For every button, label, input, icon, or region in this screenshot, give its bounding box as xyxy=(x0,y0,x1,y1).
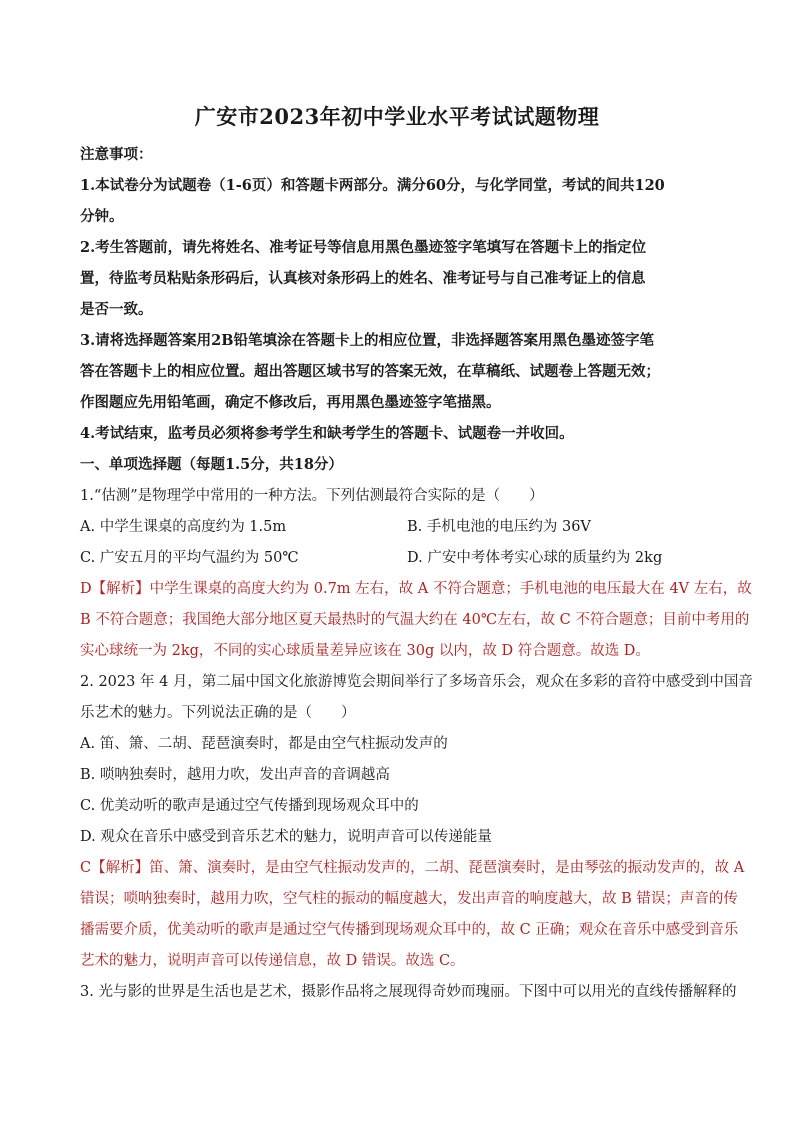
section-heading-single-choice: 一、单项选择题（每题1.5分，共18分） xyxy=(80,456,343,473)
notice-3-line-3: 作图题应先用铅笔画，确定不修改后，再用黑色墨迹签字笔描黑。 xyxy=(80,394,501,411)
notice-2-line-1: 2.考生答题前，请先将姓名、准考证号等信息用黑色墨迹签字笔填写在答题卡上的指定位 xyxy=(80,239,647,256)
notice-1-line-1: 1.本试卷分为试题卷（1-6页）和答题卡两部分。满分60分，与化学同堂，考试的间共120 xyxy=(80,177,665,194)
question-2-answer-line-1: C【解析】笛、箫、演奏时，是由空气柱振动发声的，二胡、琵琶演奏时，是由琴弦的振动发声的，故 A xyxy=(80,860,745,876)
question-1-option-d: D. 广安中考体考实心球的质量约为 2kg xyxy=(407,550,663,566)
question-1-answer-line-2: B 不符合题意；我国绝大部分地区夏天最热时的气温大约在 40℃左右，故 C 不符合题意；目前中考用的 xyxy=(80,612,750,628)
notice-2-line-3: 是否一致。 xyxy=(80,301,153,318)
notice-3-line-1: 3.请将选择题答案用2B铅笔填涂在答题卡上的相应位置，非选择题答案用黑色墨迹签字笔 xyxy=(80,332,654,349)
question-2-option-b: B. 唢呐独奏时，越用力吹，发出声音的音调越高 xyxy=(80,767,390,783)
question-2-option-a: A. 笛、箫、二胡、琵琶演奏时，都是由空气柱振动发声的 xyxy=(80,736,448,752)
notice-2-line-2: 置，待监考员粘贴条形码后，认真核对条形码上的姓名、准考证号与自己准考证上的信息 xyxy=(80,270,646,287)
page-title: 广安市2023年初中学业水平考试试题物理 xyxy=(194,104,600,129)
question-1-option-b: B. 手机电池的电压约为 36V xyxy=(407,519,591,535)
question-2-option-d: D. 观众在音乐中感受到音乐艺术的魅力，说明声音可以传递能量 xyxy=(80,829,492,845)
notice-heading: 注意事项： xyxy=(80,146,153,163)
question-2-answer-line-2: 错误；唢呐独奏时，越用力吹，空气柱的振动的幅度越大，发出声音的响度越大，故 B 错误；声音的传 xyxy=(80,891,738,907)
question-2-answer-line-3: 播需要介质，优美动听的歌声是通过空气传播到现场观众耳中的，故 C 正确；观众在音乐中感受到音乐 xyxy=(80,922,739,938)
question-3-stem-line-1: 3. 光与影的世界是生活也是艺术，摄影作品将之展现得奇妙而瑰丽。下图中可以用光的直线传播解释的 xyxy=(80,984,737,1000)
question-2-answer-line-4: 艺术的魅力，说明声音可以传递信息，故 D 错误。故选 C。 xyxy=(80,953,465,969)
notice-3-line-2: 答在答题卡上的相应位置。超出答题区域书写的答案无效，在草稿纸、试题卷上答题无效； xyxy=(80,363,660,380)
question-1-answer-line-3: 实心球统一为 2kg，不同的实心球质量差异应该在 30g 以内，故 D 符合题意。故选 D。 xyxy=(80,643,650,659)
notice-1-line-2: 分钟。 xyxy=(80,208,124,225)
question-1-option-a: A. 中学生课桌的高度约为 1.5m xyxy=(80,519,287,535)
question-1-answer-line-1: D【解析】中学生课桌的高度大约为 0.7m 左右，故 A 不符合题意；手机电池的电压最大在 4V 左右，故 xyxy=(80,581,752,597)
question-1-stem: 1.“估测”是物理学中常用的一种方法。下列估测最符合实际的是（ ） xyxy=(80,488,544,504)
question-1-option-c: C. 广安五月的平均气温约为 50℃ xyxy=(80,550,299,566)
notice-4-line-1: 4.考试结束，监考员必须将参考学生和缺考学生的答题卡、试题卷一并收回。 xyxy=(80,425,574,442)
question-2-option-c: C. 优美动听的歌声是通过空气传播到现场观众耳中的 xyxy=(80,798,419,814)
question-2-stem-line-2: 乐艺术的魅力。下列说法正确的是（ ） xyxy=(80,705,356,721)
question-2-stem-line-1: 2. 2023 年 4 月，第二届中国文化旅游博览会期间举行了多场音乐会，观众在多彩的音符中感受到中国音 xyxy=(80,674,753,690)
